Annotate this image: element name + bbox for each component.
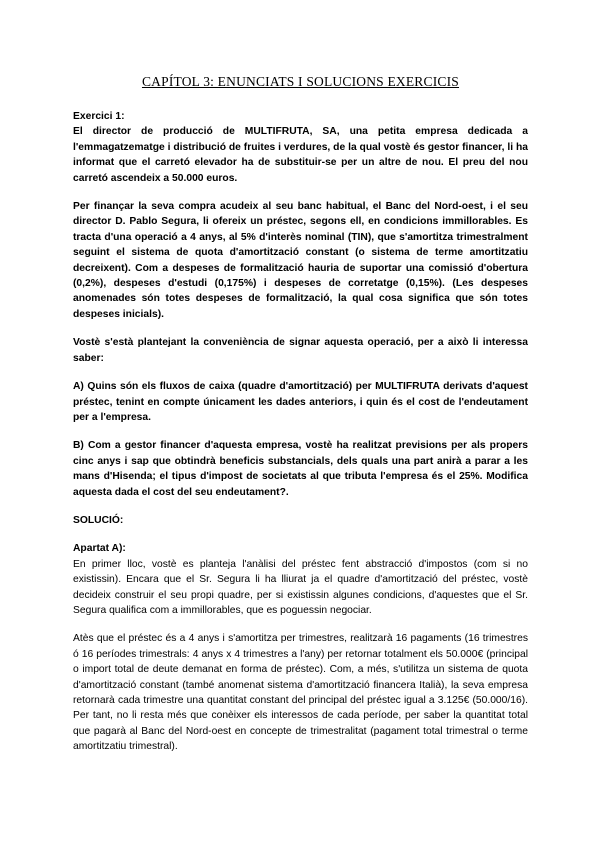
exercise-paragraph-part-b: B) Com a gestor financer d'aquesta empresa, vostè ha realitzat previsions per als propers cinc anys i sap que obtindrà beneficis substancials, dels quals una part anirà a parar a les mans d'Hisenda; el tipus d'impost de societats al que tributa l'empresa és el 25%. Modifica aquesta dada el cost del seu endeutament?. bbox=[73, 440, 528, 498]
solution-heading: SOLUCIÓ: bbox=[73, 514, 124, 526]
exercise-heading: Exercici 1: bbox=[73, 111, 125, 122]
section-heading-a: Apartat A): bbox=[73, 543, 126, 555]
chapter-title: CAPÍTOL 3: ENUNCIATS I SOLUCIONS EXERCICIS bbox=[141, 74, 460, 89]
solution-paragraph-1: En primer lloc, vostè es planteja l'anàlisi del préstec fent abstracció d'impostos (com si no existissin). Encara que el Sr. Segura li ha lliurat ja el quadre d'amortització del préstec, vostè decideix construir el seu propi quadre, per si existissin algunes condicions, d'aquestes que el Sr. Segura qualifica com a immillorables, que es poguessin negociar. bbox=[73, 558, 528, 616]
document-page bbox=[73, 74, 528, 755]
exercise-paragraph-question: Vostè s'està plantejant la conveniència de signar aquesta operació, per a això li interessa saber: bbox=[73, 337, 528, 364]
exercise-paragraph-part-a: A) Quins són els fluxos de caixa (quadre d'amortització) per MULTIFRUTA derivats d'aquest préstec, tenint en compte únicament les dades anteriors, i quin és el cost de l'endeutament per a l'empresa. bbox=[73, 381, 528, 423]
solution-paragraph-2: Atès que el préstec és a 4 anys i s'amortitza per trimestres, realitzarà 16 pagaments (16 trimestres ó 16 períodes trimestrals: 4 anys x 4 trimestres a l'any) per retornar totalment els 50.000€ (principal o import total de deute demanat en forma de préstec). Com, a més, s'utilitza un sistema de quota d'amortització constant (també anomenat sistema d'amortització financera Italià), la seva empresa retornarà cada trimestre una quantitat constant del principal del préstec igual a 3.125€ (50.000/16). Per tant, no li resta més que conèixer els interessos de cada període, per saber la quantitat total que pagarà al Banc del Nord-oest en concepte de trimestralitat (pagament total trimestral o terme amortitzatiu trimestral). bbox=[73, 633, 528, 753]
exercise-paragraph-financing: Per finançar la seva compra acudeix al seu banc habitual, el Banc del Nord-oest, i el seu director D. Pablo Segura, li ofereix un préstec, segons ell, en condicions immillorables. Es tracta d'una operació a 4 anys, al 5% d'interès nominal (TIN), que s'amortitza trimestralment seguint el sistema de quota d'amortització constant (o sistema de terme amortitzatiu decreixent). Com a despeses de formalització hauria de suportar una comissió d'obertura (0,2%), despeses d'estudi (0,175%) i despeses de corretatge (0,15%). (Les despeses anomenades són totes despeses de formalització, la qual cosa significa que són totes despeses inicials). bbox=[73, 201, 528, 320]
exercise-paragraph-intro: El director de producció de MULTIFRUTA, SA, una petita empresa dedicada a l'emmagatzematge i distribució de fruites i verdures, de la qual vostè és gestor financer, li ha informat que el carretó elevador ha de substituir-se per un altre de nou. El preu del nou carretó ascendeix a 50.000 euros. bbox=[73, 126, 528, 184]
